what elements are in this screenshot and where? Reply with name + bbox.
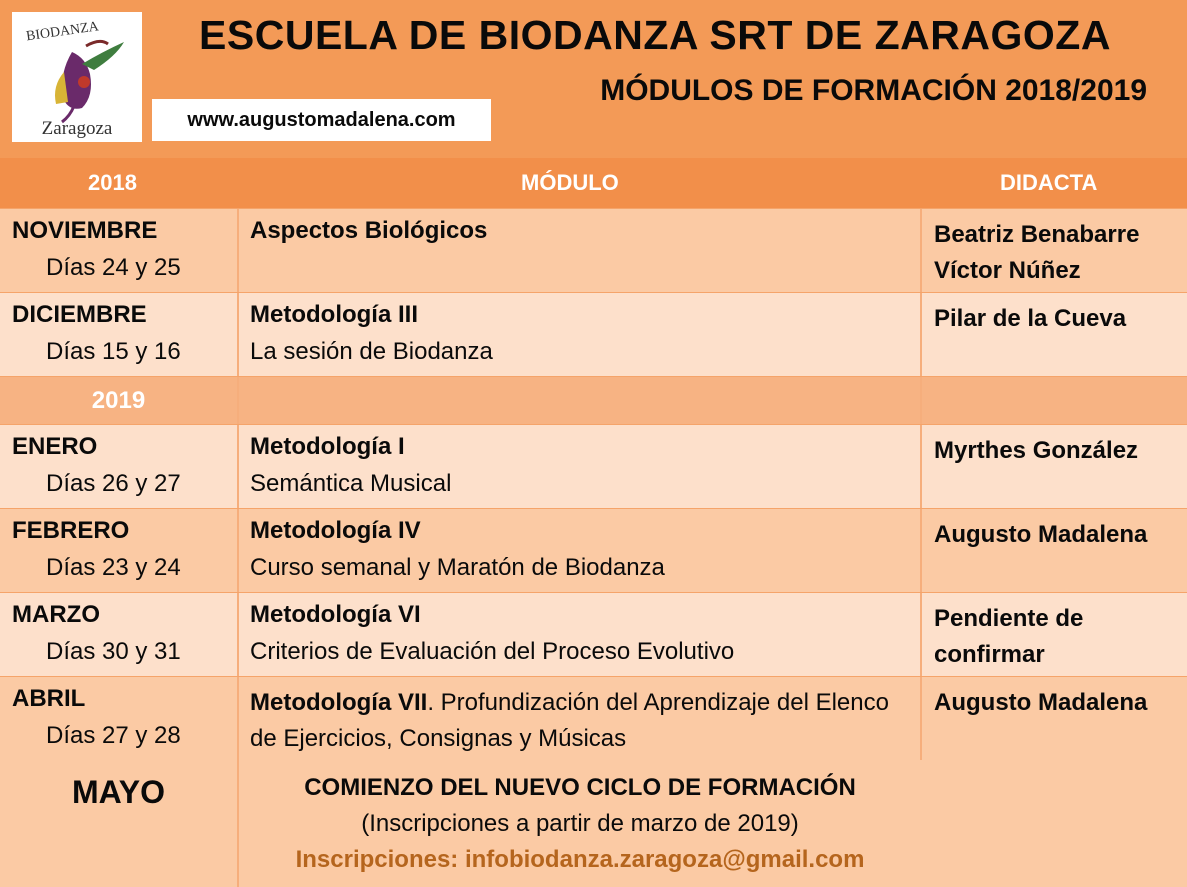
table-row <box>0 424 1187 508</box>
column-module: MÓDULO <box>521 170 619 195</box>
table-row <box>0 676 1187 761</box>
column-header-row <box>0 158 1187 208</box>
registration-email[interactable]: Inscripciones: infobiodanza.zaragoza@gmail.com <box>295 846 865 873</box>
month: DICIEMBRE <box>12 301 147 328</box>
module-title: Metodología VI <box>250 601 421 628</box>
module-title: Metodología VII <box>250 689 428 716</box>
days: Días 27 y 28 <box>46 722 181 749</box>
registration-note: (Inscripciones a partir de marzo de 2019) <box>361 810 799 837</box>
page-title: ESCUELA DE BIODANZA SRT DE ZARAGOZA <box>199 12 1111 58</box>
days: Días 30 y 31 <box>46 638 181 665</box>
logo-text-bottom: Zaragoza <box>41 118 113 139</box>
footer <box>0 760 1187 887</box>
module-subtitle: . Profundización del Aprendizaje del Elenco de Ejercicios, Consignas y Músicas <box>250 689 889 752</box>
module-title: Metodología IV <box>250 517 421 544</box>
new-cycle-label: COMIENZO DEL NUEVO CICLO DE FORMACIÓN <box>304 774 856 801</box>
month: ABRIL <box>12 685 86 712</box>
page-subtitle: MÓDULOS DE FORMACIÓN 2018/2019 <box>600 74 1147 107</box>
year-row <box>0 376 1187 424</box>
month: NOVIEMBRE <box>12 217 158 244</box>
table-row <box>0 292 1187 376</box>
teacher: Pilar de la Cueva <box>934 305 1127 332</box>
table-row <box>0 208 1187 292</box>
table-row <box>0 508 1187 592</box>
footer-text <box>239 770 921 878</box>
module-title: Metodología I <box>250 433 405 460</box>
biodanza-logo <box>12 12 142 142</box>
module-title: Metodología III <box>250 301 418 328</box>
module-subtitle: La sesión de Biodanza <box>250 338 493 365</box>
module-description <box>250 685 910 757</box>
logo-text-top: BIODANZA <box>25 19 100 45</box>
column-teacher: DIDACTA <box>1000 170 1098 195</box>
module-subtitle: Criterios de Evaluación del Proceso Evolutivo <box>250 638 735 665</box>
month: MARZO <box>12 601 100 628</box>
month: FEBRERO <box>12 517 130 544</box>
footer-month: MAYO <box>71 774 166 810</box>
teacher: Augusto Madalena <box>934 689 1148 716</box>
teacher: Pendiente de confirmar <box>934 605 1084 668</box>
teacher: Myrthes González <box>934 437 1139 464</box>
module-title: Aspectos Biológicos <box>250 217 488 244</box>
header <box>0 0 1187 158</box>
days: Días 15 y 16 <box>46 338 181 365</box>
teacher: Beatriz Benabarre Víctor Núñez <box>934 221 1140 284</box>
days: Días 26 y 27 <box>46 470 181 497</box>
module-subtitle: Semántica Musical <box>250 470 452 497</box>
table-row <box>0 592 1187 676</box>
column-year: 2018 <box>88 170 137 195</box>
teacher: Augusto Madalena <box>934 521 1148 548</box>
module-subtitle: Curso semanal y Maratón de Biodanza <box>250 554 665 581</box>
website-link[interactable]: www.augustomadalena.com <box>152 99 491 141</box>
month: ENERO <box>12 433 98 460</box>
days: Días 24 y 25 <box>46 254 181 281</box>
year-label: 2019 <box>91 387 146 414</box>
days: Días 23 y 24 <box>46 554 181 581</box>
